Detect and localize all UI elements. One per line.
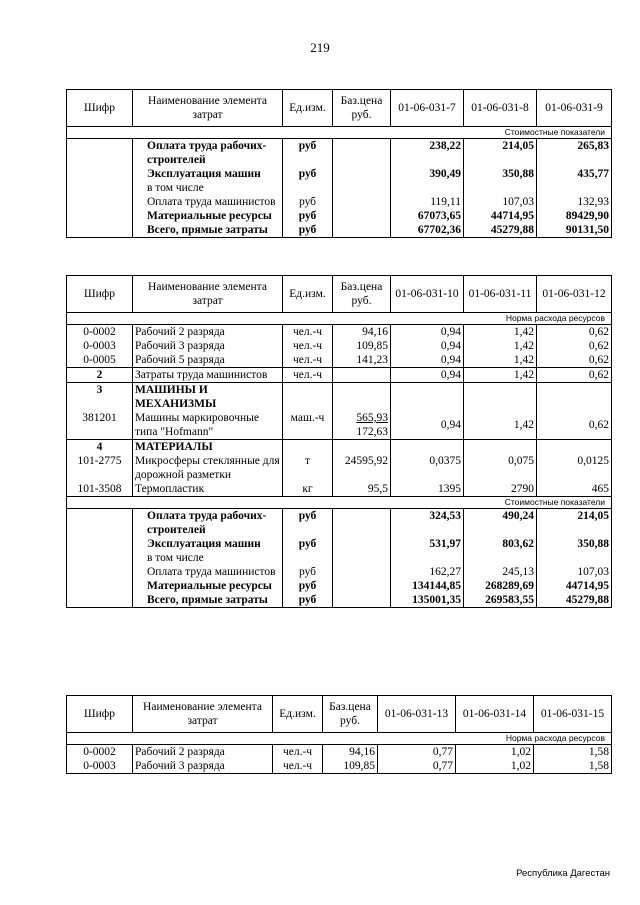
resource-price: 94,16	[333, 325, 391, 340]
code-cell	[67, 565, 133, 579]
code-cell	[67, 195, 133, 209]
cost-value	[537, 551, 612, 565]
cost-value: 67073,65	[391, 209, 464, 223]
header-name: Наименование элемента затрат	[133, 696, 273, 733]
resource-value: 0,94	[391, 368, 464, 383]
resource-price	[333, 368, 391, 383]
cost-row	[67, 167, 612, 181]
resource-value: 0,0375	[391, 454, 464, 482]
code-cell	[67, 209, 133, 223]
cost-row	[67, 509, 612, 538]
price-cell	[333, 181, 391, 195]
resource-code: 2	[67, 368, 133, 383]
resource-code: 3	[67, 383, 133, 412]
resource-row	[67, 368, 612, 383]
resource-unit: чел.-ч	[283, 339, 333, 353]
cost-value: 45279,88	[464, 223, 537, 238]
cost-unit: руб	[283, 209, 333, 223]
resource-unit: т	[283, 454, 333, 482]
empty-cell	[283, 440, 333, 455]
empty-cell	[333, 440, 391, 455]
cost-name: Оплата труда рабочих-строителей	[133, 509, 283, 538]
resource-row	[67, 383, 612, 412]
resource-unit: чел.-ч	[283, 353, 333, 368]
price-cell	[333, 139, 391, 168]
header-name: Наименование элемента затрат	[133, 90, 283, 127]
header-unit: Ед.изм.	[283, 276, 333, 313]
cost-row	[67, 593, 612, 608]
resource-price: 141,23	[333, 353, 391, 368]
resource-row	[67, 440, 612, 455]
section-label: Норма расхода ресурсов	[67, 733, 612, 745]
cost-value: 350,88	[537, 537, 612, 551]
resource-value: 0,62	[537, 368, 612, 383]
header-price: Баз.цена руб.	[323, 696, 378, 733]
cost-unit: руб	[283, 223, 333, 238]
price-cell	[333, 195, 391, 209]
cost-value: 324,53	[391, 509, 464, 538]
resource-value: 0,0125	[537, 454, 612, 482]
header-column-code: 01-06-031-10	[391, 276, 464, 313]
cost-unit: руб	[283, 593, 333, 608]
footer-region: Республика Дагестан	[516, 868, 610, 879]
table-header-row	[67, 90, 612, 127]
cost-name: Всего, прямые затраты	[133, 593, 283, 608]
cost-row	[67, 139, 612, 168]
cost-value: 90131,50	[537, 223, 612, 238]
resource-group-name: МАШИНЫ И МЕХАНИЗМЫ	[133, 383, 283, 412]
price-value: 565,93	[356, 412, 388, 424]
resource-value: 0,62	[537, 325, 612, 340]
cost-row	[67, 223, 612, 238]
cost-row	[67, 181, 612, 195]
cost-value	[537, 181, 612, 195]
cost-name: в том числе	[133, 551, 283, 565]
resource-price: 95,5	[333, 482, 391, 497]
code-cell	[67, 181, 133, 195]
header-column-code: 01-06-031-11	[464, 276, 537, 313]
cost-name: Эксплуатация машин	[133, 537, 283, 551]
cost-unit: руб	[283, 139, 333, 168]
cost-value: 390,49	[391, 167, 464, 181]
cost-name: Всего, прямые затраты	[133, 223, 283, 238]
section-row	[67, 733, 612, 745]
cost-value: 214,05	[537, 509, 612, 538]
header-column-code: 01-06-031-8	[464, 90, 537, 127]
empty-cell	[283, 383, 333, 412]
cost-value: 107,03	[537, 565, 612, 579]
resource-row	[67, 745, 612, 760]
price-cell	[333, 565, 391, 579]
resource-name: Термопластик	[133, 482, 283, 497]
cost-value: 44714,95	[537, 579, 612, 593]
cost-value	[391, 181, 464, 195]
resource-name: Рабочий 3 разряда	[133, 759, 273, 774]
resource-value: 1,02	[456, 745, 534, 760]
resource-code: 0-0002	[67, 325, 133, 340]
resource-unit: чел.-ч	[283, 368, 333, 383]
resource-value: 0,94	[391, 339, 464, 353]
table-header-row	[67, 276, 612, 313]
cost-unit: руб	[283, 195, 333, 209]
cost-unit: руб	[283, 537, 333, 551]
resource-value: 1,42	[464, 325, 537, 340]
header-name: Наименование элемента затрат	[133, 276, 283, 313]
header-unit: Ед.изм.	[283, 90, 333, 127]
cost-table-3	[66, 695, 612, 774]
resource-value: 2790	[464, 482, 537, 497]
cost-name: Материальные ресурсы	[133, 209, 283, 223]
empty-cell	[464, 383, 537, 412]
cost-unit	[283, 551, 333, 565]
price-cell	[333, 579, 391, 593]
resource-price: 24595,92	[333, 454, 391, 482]
section-label: Стоимостные показатели	[67, 127, 612, 139]
resource-row	[67, 454, 612, 482]
resource-code: 381201	[67, 411, 133, 440]
resource-value: 1,58	[534, 745, 612, 760]
price-cell	[333, 223, 391, 238]
cost-value: 132,93	[537, 195, 612, 209]
cost-value: 268289,69	[464, 579, 537, 593]
cost-row	[67, 537, 612, 551]
section-row	[67, 127, 612, 139]
resource-name: Затраты труда машинистов	[133, 368, 283, 383]
price-cell	[333, 167, 391, 181]
code-cell	[67, 509, 133, 538]
cost-name: Оплата труда машинистов	[133, 195, 283, 209]
cost-row	[67, 209, 612, 223]
resource-name: Микросферы стеклянные для дорожной разметки	[133, 454, 283, 482]
resource-unit: кг	[283, 482, 333, 497]
empty-cell	[537, 440, 612, 455]
resource-value: 0,94	[391, 353, 464, 368]
resource-value: 0,94	[391, 325, 464, 340]
resource-value: 465	[537, 482, 612, 497]
empty-cell	[537, 383, 612, 412]
cost-value: 245,13	[464, 565, 537, 579]
cost-unit: руб	[283, 167, 333, 181]
cost-value: 269583,55	[464, 593, 537, 608]
resource-value: 0,075	[464, 454, 537, 482]
resource-name: Рабочий 2 разряда	[133, 745, 273, 760]
section-row	[67, 313, 612, 325]
cost-value: 162,27	[391, 565, 464, 579]
resource-value: 1,58	[534, 759, 612, 774]
cost-name: в том числе	[133, 181, 283, 195]
resource-unit: маш.-ч	[283, 411, 333, 440]
cost-value: 490,24	[464, 509, 537, 538]
cost-value	[464, 551, 537, 565]
cost-table-1	[66, 89, 612, 238]
cost-name: Эксплуатация машин	[133, 167, 283, 181]
resource-code: 0-0005	[67, 353, 133, 368]
empty-cell	[391, 383, 464, 412]
code-cell	[67, 551, 133, 565]
resource-value: 0,62	[537, 339, 612, 353]
resource-price: 94,16	[323, 745, 378, 760]
resource-value: 0,62	[537, 411, 612, 440]
resource-value: 0,77	[378, 759, 456, 774]
header-price: Баз.цена руб.	[333, 276, 391, 313]
resource-group-name: МАТЕРИАЛЫ	[133, 440, 283, 455]
resource-row	[67, 339, 612, 353]
resource-code: 101-3508	[67, 482, 133, 497]
cost-value	[464, 181, 537, 195]
resource-price: 109,85	[323, 759, 378, 774]
cost-value: 45279,88	[537, 593, 612, 608]
cost-row	[67, 195, 612, 209]
resource-unit: чел.-ч	[273, 759, 323, 774]
header-unit: Ед.изм.	[273, 696, 323, 733]
empty-cell	[391, 440, 464, 455]
resource-code: 101-2775	[67, 454, 133, 482]
resource-value: 1,42	[464, 368, 537, 383]
cost-name: Оплата труда машинистов	[133, 565, 283, 579]
header-column-code: 01-06-031-9	[537, 90, 612, 127]
code-cell	[67, 223, 133, 238]
cost-row	[67, 551, 612, 565]
resource-price	[333, 411, 391, 440]
cost-value: 107,03	[464, 195, 537, 209]
resource-value: 1,42	[464, 339, 537, 353]
header-code: Шифр	[67, 90, 133, 127]
header-column-code: 01-06-031-12	[537, 276, 612, 313]
resource-name: Рабочий 3 разряда	[133, 339, 283, 353]
empty-cell	[333, 383, 391, 412]
resource-row	[67, 482, 612, 497]
resource-row	[67, 759, 612, 774]
section-label: Стоимостные показатели	[67, 497, 612, 509]
cost-name: Материальные ресурсы	[133, 579, 283, 593]
resource-code: 0-0003	[67, 339, 133, 353]
header-column-code: 01-06-031-7	[391, 90, 464, 127]
cost-value: 44714,95	[464, 209, 537, 223]
resource-code: 4	[67, 440, 133, 455]
price-cell	[333, 537, 391, 551]
cost-value: 119,11	[391, 195, 464, 209]
cost-value: 435,77	[537, 167, 612, 181]
cost-value: 214,05	[464, 139, 537, 168]
resource-code: 0-0002	[67, 745, 133, 760]
page-number: 219	[310, 40, 330, 55]
price-cell	[333, 509, 391, 538]
header-code: Шифр	[67, 696, 133, 733]
section-row	[67, 497, 612, 509]
cost-row	[67, 579, 612, 593]
cost-row	[67, 565, 612, 579]
resource-unit: чел.-ч	[283, 325, 333, 340]
code-cell	[67, 139, 133, 168]
cost-value: 238,22	[391, 139, 464, 168]
cost-value: 803,62	[464, 537, 537, 551]
cost-value: 350,88	[464, 167, 537, 181]
cost-unit: руб	[283, 509, 333, 538]
resource-value: 1395	[391, 482, 464, 497]
header-column-code: 01-06-031-13	[378, 696, 456, 733]
resource-value: 1,42	[464, 353, 537, 368]
resource-value: 1,02	[456, 759, 534, 774]
empty-cell	[464, 440, 537, 455]
price-cell	[333, 551, 391, 565]
resource-row	[67, 411, 612, 440]
cost-value: 265,83	[537, 139, 612, 168]
resource-name: Машины маркировочные типа "Hofmann"	[133, 411, 283, 440]
header-price: Баз.цена руб.	[333, 90, 391, 127]
cost-value	[391, 551, 464, 565]
resource-value: 0,77	[378, 745, 456, 760]
cost-table-2	[66, 275, 612, 608]
price-cell	[333, 593, 391, 608]
header-code: Шифр	[67, 276, 133, 313]
resource-name: Рабочий 2 разряда	[133, 325, 283, 340]
cost-value: 135001,35	[391, 593, 464, 608]
cost-unit: руб	[283, 579, 333, 593]
price-cell	[333, 209, 391, 223]
cost-value: 89429,90	[537, 209, 612, 223]
code-cell	[67, 579, 133, 593]
code-cell	[67, 593, 133, 608]
table-header-row	[67, 696, 612, 733]
resource-name: Рабочий 5 разряда	[133, 353, 283, 368]
resource-price: 109,85	[333, 339, 391, 353]
resource-value: 0,94	[391, 411, 464, 440]
section-label: Норма расхода ресурсов	[67, 313, 612, 325]
header-column-code: 01-06-031-15	[534, 696, 612, 733]
cost-value: 67702,36	[391, 223, 464, 238]
cost-name: Оплата труда рабочих-строителей	[133, 139, 283, 168]
cost-unit: руб	[283, 565, 333, 579]
cost-value: 134144,85	[391, 579, 464, 593]
resource-value: 1,42	[464, 411, 537, 440]
resource-row	[67, 353, 612, 368]
resource-unit: чел.-ч	[273, 745, 323, 760]
header-column-code: 01-06-031-14	[456, 696, 534, 733]
code-cell	[67, 537, 133, 551]
cost-value: 531,97	[391, 537, 464, 551]
cost-unit	[283, 181, 333, 195]
price-secondary: 172,63	[356, 426, 388, 438]
code-cell	[67, 167, 133, 181]
resource-value: 0,62	[537, 353, 612, 368]
resource-row	[67, 325, 612, 340]
resource-code: 0-0003	[67, 759, 133, 774]
